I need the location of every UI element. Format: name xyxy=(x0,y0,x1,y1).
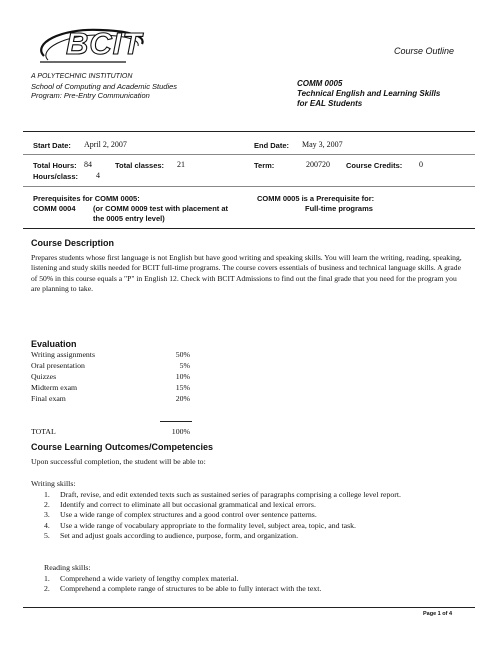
program-name: Program: Pre-Entry Communication xyxy=(31,91,150,100)
list-item: 1. Comprehend a wide variety of lengthy complex material. xyxy=(44,574,239,583)
info-divider xyxy=(23,154,475,155)
school-name: School of Computing and Academic Studies xyxy=(31,82,178,91)
description-heading: Course Description xyxy=(31,238,115,248)
outcomes-heading: Course Learning Outcomes/Competencies xyxy=(31,442,214,452)
header-divider xyxy=(23,131,475,132)
page-number: Page 1 of 4 xyxy=(423,611,453,617)
list-item: 5. Set and adjust goals according to audience, purpose, form, and organization. xyxy=(44,530,299,540)
description-text: Prepares students whose first language is not English but have good writing and speaking skills. You will learn the writing, reading, speaking, listening and study skills needed for BCIT full-time programs. The course covers essentials of business and technical language skills. A grade of 50% in this course equals a "P" in English 12. Check with BCIT Admissions to find out the final grade that you need for the program you are planning to take. xyxy=(31,253,462,293)
term-label: Term: xyxy=(254,161,275,170)
hours-per-class-value: 4 xyxy=(96,171,100,180)
outcomes-intro: Upon successful completion, the student will be able to: xyxy=(31,457,206,466)
footer-divider xyxy=(23,607,475,608)
end-date-value: May 3, 2007 xyxy=(302,140,343,149)
evaluation-heading: Evaluation xyxy=(31,339,77,349)
prereq-divider xyxy=(23,186,475,187)
prereq-for-value: Full-time programs xyxy=(305,204,373,213)
eval-item-label: Quizzes xyxy=(31,372,57,381)
list-item: 2. Identify and correct to eliminate all but occasional grammatical and lexical errors. xyxy=(44,500,316,510)
term-value: 200720 xyxy=(306,160,330,169)
eval-item-label: Final exam xyxy=(31,394,66,403)
course-title-line1: Technical English and Learning Skills xyxy=(297,89,441,98)
prereq-for-heading: COMM 0005 is a Prerequisite for: xyxy=(257,194,375,203)
course-title-line2: for EAL Students xyxy=(297,99,363,108)
total-classes-value: 21 xyxy=(177,160,185,169)
logo-text: BCIT xyxy=(66,26,143,61)
reading-skills-heading: Reading skills: xyxy=(44,563,91,572)
start-date-value: April 2, 2007 xyxy=(84,140,127,149)
credits-label: Course Credits: xyxy=(346,161,403,170)
start-date-label: Start Date: xyxy=(33,141,71,150)
prereq-desc-line2: the 0005 entry level) xyxy=(93,214,165,223)
institution-tag: A POLYTECHNIC INSTITUTION xyxy=(31,73,133,80)
end-date-label: End Date: xyxy=(254,141,290,150)
list-item: 1. Draft, revise, and edit extended texts such as sustained series of paragraphs comprising a college level report. xyxy=(44,490,401,499)
eval-item-value: 5% xyxy=(179,361,190,370)
list-item: 4. Use a wide range of vocabulary appropriate to the formality level, subject area, topic, and task. xyxy=(44,520,356,530)
eval-item-label: Writing assignments xyxy=(31,350,96,359)
eval-item-value: 20% xyxy=(175,394,190,403)
total-classes-label: Total classes: xyxy=(115,161,165,170)
course-code: COMM 0005 xyxy=(297,79,343,88)
bcit-logo xyxy=(30,22,150,68)
total-hours-label: Total Hours: xyxy=(33,161,77,170)
total-hours-value: 84 xyxy=(84,160,92,169)
eval-item-value: 10% xyxy=(175,372,190,381)
prereq-desc-line1: (or COMM 0009 test with placement at xyxy=(93,204,229,213)
prereq-code: COMM 0004 xyxy=(33,204,76,213)
section-divider xyxy=(23,228,475,229)
eval-total-value: 100% xyxy=(171,427,190,436)
eval-item-label: Midterm exam xyxy=(31,383,78,392)
writing-skills-heading: Writing skills: xyxy=(31,479,76,488)
total-rule xyxy=(160,421,192,422)
eval-item-label: Oral presentation xyxy=(31,361,85,370)
doc-type: Course Outline xyxy=(394,46,455,56)
list-item: 2. Comprehend a complete range of structures to be able to fully interact with the text. xyxy=(44,584,322,594)
list-item: 3. Use a wide range of complex structures and a good control over sentence patterns. xyxy=(44,510,317,520)
eval-total-label: TOTAL xyxy=(31,427,56,436)
writing-skills-list xyxy=(44,490,464,541)
reading-skills-list xyxy=(44,574,464,594)
eval-item-value: 15% xyxy=(175,383,190,392)
eval-item-value: 50% xyxy=(175,350,190,359)
hours-per-class-label: Hours/class: xyxy=(33,172,79,181)
prereq-heading: Prerequisites for COMM 0005: xyxy=(33,194,140,203)
credits-value: 0 xyxy=(419,160,423,169)
